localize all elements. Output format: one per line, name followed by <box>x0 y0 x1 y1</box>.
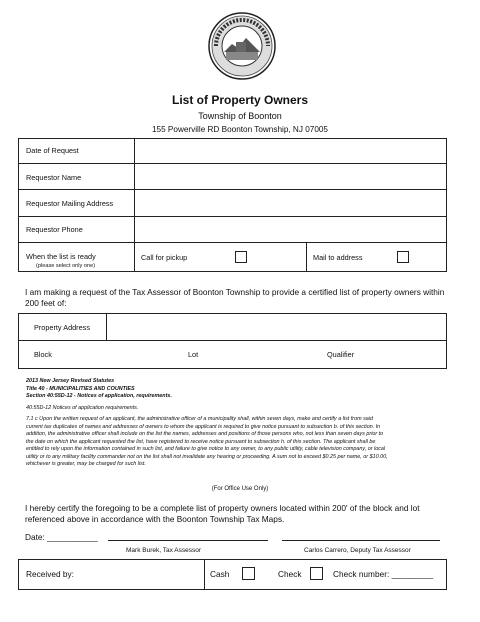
mail-to-address-checkbox[interactable] <box>397 251 409 263</box>
qualifier-label: Qualifier <box>327 350 355 359</box>
date-line: Date: ___________ <box>25 532 98 542</box>
township-seal-logo <box>208 12 276 80</box>
assessor-name: Mark Burek, Tax Assessor <box>126 547 202 554</box>
mail-to-address-label: Mail to address <box>313 253 363 262</box>
statute-line: current tax duplicates of names and addresses of owners to whom the applicant is required to give notice pursuant to subsection b. of this section. In <box>26 423 381 430</box>
requestor-name-label: Requestor Name <box>26 173 82 182</box>
deputy-signature-line[interactable] <box>282 540 440 541</box>
statute-heading-4: 40:55D-12 Notices of application requirements. <box>26 404 139 411</box>
cash-label: Cash <box>210 569 230 579</box>
statute-line: the date on which the applicant requested the list, have registered to receive notice pursuant to subsection h. of this section. The applicant shall be <box>26 438 376 445</box>
property-address-label: Property Address <box>34 323 90 332</box>
statute-body <box>26 416 451 469</box>
statute-heading-1: 2013 New Jersey Revised Statutes <box>26 378 115 384</box>
select-one-note: (please select only one) <box>36 263 96 269</box>
check-checkbox[interactable] <box>310 567 323 580</box>
block-field[interactable] <box>60 343 180 366</box>
township-address: 155 Powerville RD Boonton Township, NJ 07005 <box>152 125 328 134</box>
requestor-mailing-field[interactable] <box>136 191 444 214</box>
request-paragraph: I am making a request of the Tax Assessor of Boonton Township to provide a certified list of property owners within 200 feet of: <box>25 287 445 308</box>
requestor-phone-field[interactable] <box>136 218 444 240</box>
statute-line: addition, the administrative officer shall include on the list the names, addresses and positions of those persons who, not less than seven days prior to <box>26 431 384 437</box>
call-for-pickup-checkbox[interactable] <box>235 251 247 263</box>
page-title: List of Property Owners <box>171 93 309 107</box>
statute-line: 7.1 c Upon the written request of an applicant, the administrative officer of a municipality shall, within seven days, make and certify a list from said <box>26 416 373 422</box>
deputy-name: Carlos Carrero, Deputy Tax Assessor <box>304 547 411 554</box>
received-by-field[interactable] <box>84 561 200 588</box>
lot-label: Lot <box>188 350 199 359</box>
cash-checkbox[interactable] <box>242 567 255 580</box>
property-address-field[interactable] <box>108 315 444 338</box>
when-ready-label: When the list is ready <box>26 252 96 261</box>
statute-line: utility or to any military facility commander not on the list shall not invalidate any hearing or proceeding. A sum not to exceed $0.25 per name, or $10.00, <box>26 453 388 460</box>
requestor-mailing-label: Requestor Mailing Address <box>26 199 114 208</box>
requestor-name-field[interactable] <box>136 165 444 187</box>
township-name: Township of Boonton <box>198 111 282 121</box>
statute-heading-2: Title 40 - MUNICIPALITIES AND COUNTIES <box>26 385 135 392</box>
office-use-label: (For Office Use Only) <box>211 486 269 492</box>
received-by-label: Received by: <box>26 569 74 579</box>
call-for-pickup-label: Call for pickup <box>141 253 188 262</box>
date-of-request-label: Date of Request <box>26 146 79 155</box>
assessor-signature-line[interactable] <box>108 540 268 541</box>
block-label: Block <box>34 350 52 359</box>
requestor-phone-label: Requestor Phone <box>26 225 83 234</box>
check-number-label: Check number: _________ <box>333 569 434 579</box>
certify-paragraph: I hereby certify the foregoing to be a complete list of property owners located within 200' of the block and lot referenced above in accordance with the Boonton Township Tax Maps. <box>25 503 420 524</box>
statute-heading-3: Section 40:55D-12 - Notices of application, requirements. <box>26 393 172 399</box>
date-of-request-field[interactable] <box>136 140 444 162</box>
statute-line: entitled to rely upon the information contained in such list, and failure to give notice to any owner, to any public utility, cable television company, or local <box>26 446 386 452</box>
statute-line: whichever is greater, may be charged for such list. <box>26 461 146 467</box>
check-label: Check <box>278 569 302 579</box>
lot-field[interactable] <box>205 343 315 366</box>
qualifier-field[interactable] <box>360 343 444 366</box>
statutes-block <box>26 378 451 469</box>
